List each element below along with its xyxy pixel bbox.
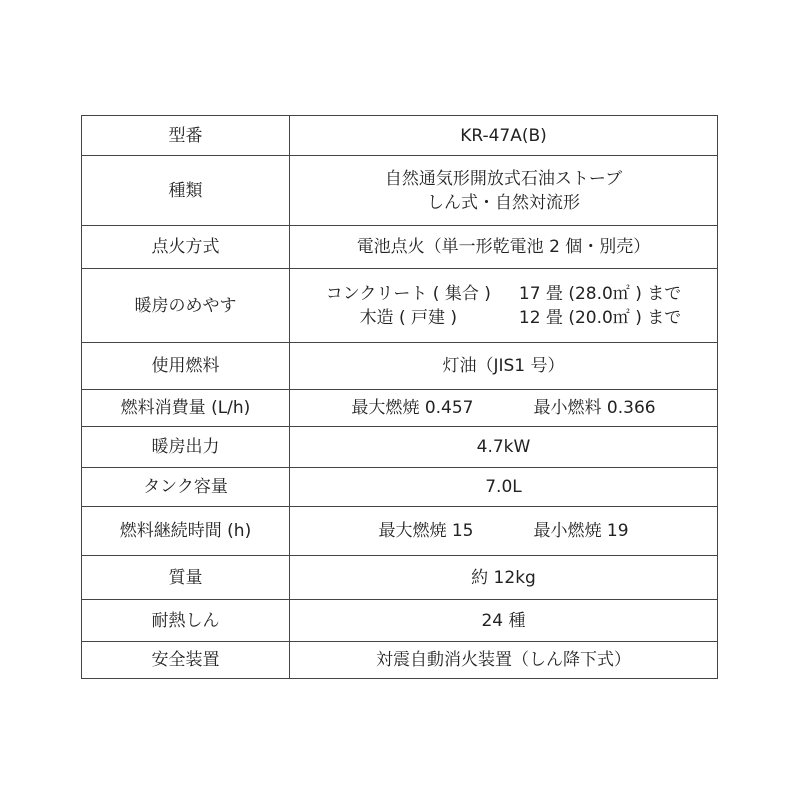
row-label: 燃料消費量 (L/h) — [82, 390, 290, 427]
heating-structure: 木造 ( 戸建 ) — [359, 307, 458, 328]
value-pair — [290, 519, 717, 543]
table-row — [82, 156, 718, 226]
heating-size: 17 畳 (28.0㎡ ) まで — [518, 283, 682, 304]
burn-duration-value — [290, 507, 718, 556]
row-label: 暖房のめやす — [82, 269, 290, 343]
table-row — [82, 507, 718, 556]
table-row — [82, 600, 718, 642]
table-row — [82, 390, 718, 427]
table-row — [82, 116, 718, 156]
row-label: タンク容量 — [82, 468, 290, 507]
heating-size: 12 畳 (20.0㎡ ) まで — [518, 307, 682, 328]
min-value: 最小燃焼 19 — [533, 521, 629, 541]
row-label: 型番 — [82, 116, 290, 156]
type-value-line: しん式・自然対流形 — [427, 192, 580, 213]
row-label: 質量 — [82, 556, 290, 600]
value-pair — [290, 396, 717, 420]
heating-structure: コンクリート ( 集合 ) — [325, 283, 491, 304]
table-row — [82, 556, 718, 600]
heating-guide-grid — [326, 282, 682, 330]
row-label: 種類 — [82, 156, 290, 226]
heat-output-value: 4.7kW — [290, 427, 718, 468]
table-row — [82, 343, 718, 390]
row-label: 使用燃料 — [82, 343, 290, 390]
row-label: 安全装置 — [82, 642, 290, 679]
row-label: 暖房出力 — [82, 427, 290, 468]
fuel-consumption-value — [290, 390, 718, 427]
ignition-value: 電池点火（単一形乾電池 2 個・別売） — [290, 226, 718, 269]
min-value: 最小燃料 0.366 — [533, 398, 656, 418]
row-label: 点火方式 — [82, 226, 290, 269]
tank-capacity-value: 7.0L — [290, 468, 718, 507]
table-row — [82, 427, 718, 468]
table-row — [82, 642, 718, 679]
max-value: 最大燃焼 15 — [378, 521, 474, 541]
weight-value: 約 12kg — [290, 556, 718, 600]
row-label: 耐熱しん — [82, 600, 290, 642]
heating-guide-value — [290, 269, 718, 343]
table-row — [82, 468, 718, 507]
spec-table — [81, 115, 718, 679]
type-value — [290, 156, 718, 226]
table-row — [82, 269, 718, 343]
wick-value: 24 種 — [290, 600, 718, 642]
max-value: 最大燃焼 0.457 — [351, 398, 474, 418]
row-label: 燃料継続時間 (h) — [82, 507, 290, 556]
safety-device-value: 対震自動消火装置（しん降下式） — [290, 642, 718, 679]
model-number-value: KR-47A(B) — [290, 116, 718, 156]
table-row — [82, 226, 718, 269]
type-value-line: 自然通気形開放式石油ストーブ — [384, 168, 623, 189]
fuel-value: 灯油（JIS1 号） — [290, 343, 718, 390]
